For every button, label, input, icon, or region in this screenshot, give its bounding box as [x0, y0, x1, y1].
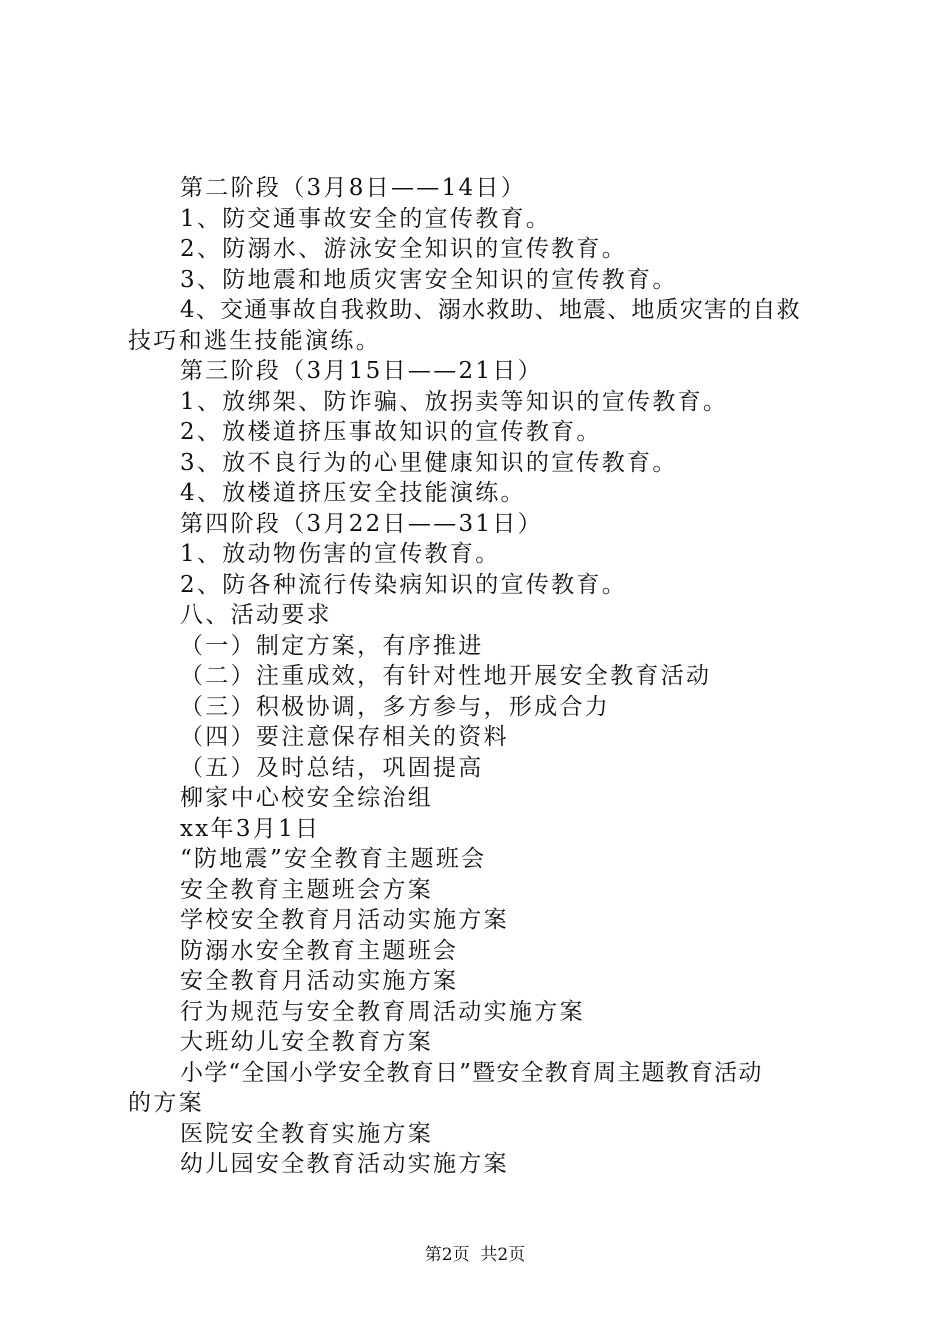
- text-line: 安全教育月活动实施方案: [180, 968, 459, 994]
- text-line: 2、放楼道挤压事故知识的宣传教育。: [180, 419, 602, 445]
- page-number-label: 第2页 共2页: [424, 1245, 526, 1265]
- text-line: 安全教育主题班会方案: [180, 876, 433, 903]
- text-line: 小学“全国小学安全教育日”暨安全教育周主题教育活动: [180, 1059, 763, 1086]
- text-line: “防地震”安全教育主题班会: [180, 846, 487, 872]
- text-line: （二）注重成效，有针对性地开展安全教育活动: [180, 663, 712, 689]
- text-line: xx年3月1日: [180, 815, 321, 842]
- text-line: 学校安全教育月活动实施方案: [180, 907, 509, 933]
- text-line: 八、活动要求: [180, 602, 332, 628]
- text-line: 1、防交通事故安全的宣传教育。: [180, 205, 552, 232]
- text-line: 防溺水安全教育主题班会: [180, 937, 459, 964]
- text-line: 4、交通事故自我救助、溺水救助、地震、地质灾害的自救: [180, 297, 801, 323]
- document-body: [128, 173, 838, 1180]
- text-line: 1、放绑架、防诈骗、放拐卖等知识的宣传教育。: [180, 388, 729, 415]
- text-line: 柳家中心校安全综治组: [180, 785, 433, 811]
- text-line: 2、防各种流行传染病知识的宣传教育。: [180, 571, 628, 598]
- text-line: （四）要注意保存相关的资料: [180, 724, 509, 750]
- text-line: 1、放动物伤害的宣传教育。: [180, 541, 501, 567]
- text-line: （三）积极协调，多方参与，形成合力: [180, 693, 611, 720]
- text-line: 3、放不良行为的心里健康知识的宣传教育。: [180, 449, 678, 476]
- text-line: 大班幼儿安全教育方案: [180, 1029, 433, 1055]
- text-line: 幼儿园安全教育活动实施方案: [180, 1151, 509, 1177]
- text-line: 第三阶段（3月15日——21日）: [180, 358, 543, 384]
- text-line: 4、放楼道挤压安全技能演练。: [180, 480, 526, 506]
- text-line: 3、防地震和地质灾害安全知识的宣传教育。: [180, 266, 678, 293]
- text-line: 第二阶段（3月8日——14日）: [180, 175, 527, 201]
- text-line: 技巧和逃生技能演练。: [128, 327, 381, 354]
- text-line: 2、防溺水、游泳安全知识的宣传教育。: [180, 236, 628, 262]
- text-line: 医院安全教育实施方案: [180, 1120, 433, 1147]
- text-line: （一）制定方案，有序推进: [180, 632, 484, 659]
- page-footer: [0, 1243, 950, 1267]
- text-line: 第四阶段（3月22日——31日）: [180, 510, 543, 537]
- text-line: （五）及时总结，巩固提高: [180, 754, 484, 781]
- text-line: 行为规范与安全教育周活动实施方案: [180, 998, 585, 1025]
- text-line: 的方案: [128, 1090, 204, 1116]
